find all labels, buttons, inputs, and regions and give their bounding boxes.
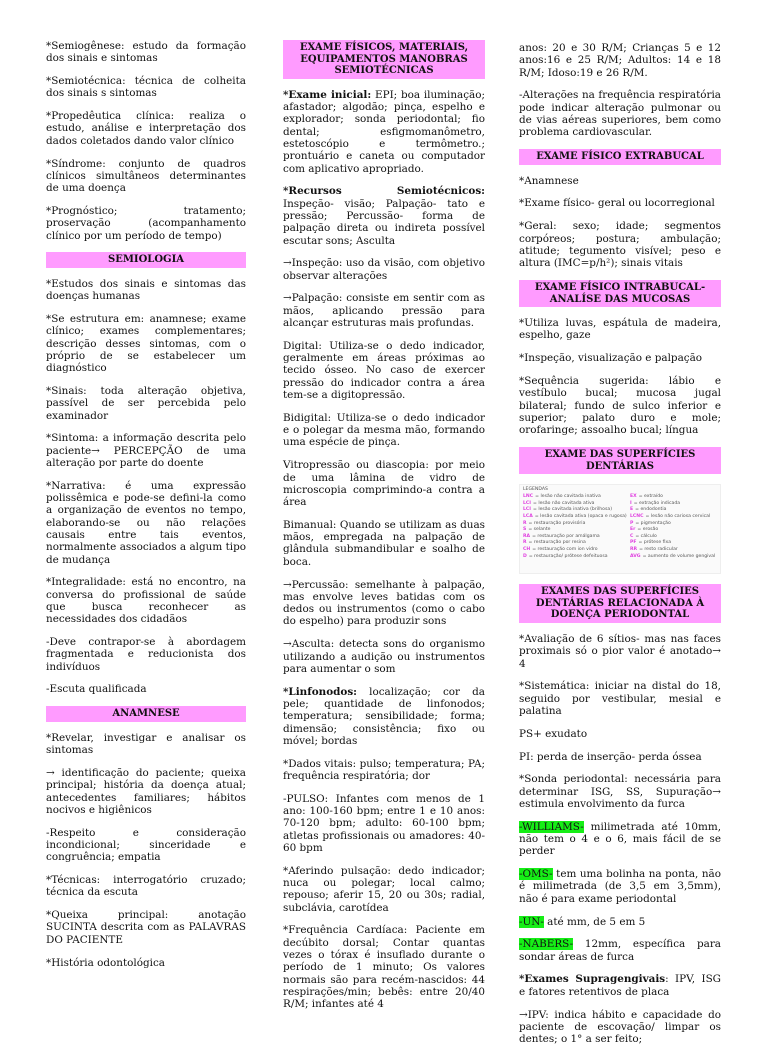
- paragraph: *Sequência sugerida: lábio e vestíbulo bucal; mucosa jugal bilateral; fundo de sulco inferior e superior; palato duro e mole; orofaringe; assoalho bucal; língua: [519, 375, 721, 437]
- legend-desc: = lesão cavitada inativa (brilhosa): [533, 507, 612, 513]
- probe-un: [519, 916, 721, 928]
- term-label: *Exame inicial:: [283, 88, 372, 101]
- paragraph: *Queixa principal: anotação SUCINTA descrita com as PALAVRAS DO PACIENTE: [46, 909, 246, 946]
- legend-desc: = lesão cavitada ativa (opaca e rugosa): [534, 513, 627, 519]
- probe-nabers: [519, 938, 721, 963]
- paragraph: -Respeito e consideração incondicional; sinceridade e congruência; empatia: [46, 826, 246, 864]
- paragraph: *Narrativa: é uma expressão polissêmica e pode-se defini-la como a organização de eventos no tempo, elaborando-se ou não relações causais entre tais eventos, normalmente associados a algum tipo de mudança: [46, 479, 246, 566]
- highlight-label: -UN-: [519, 915, 544, 928]
- legend-item: [630, 494, 720, 501]
- legend-code: LCI: [523, 500, 532, 506]
- paragraph: *Estudos dos sinais e sintomas das doenças humanas: [46, 277, 246, 303]
- legend-desc: = extração indicada: [633, 500, 681, 506]
- paragraph: *Revelar, investigar e analisar os sintomas: [46, 731, 246, 757]
- paragraph: [519, 973, 721, 998]
- paragraph: *Exame físico- geral ou locorregional: [519, 197, 715, 210]
- paragraph: *Utiliza luvas, espátula de madeira, espelho, gaze: [519, 317, 721, 342]
- paragraph: *Integralidade: está no encontro, na conversa do profissional de saúde que busca reconhecer as necessidades dos cidadãos: [46, 576, 246, 626]
- paragraph: *Inspeção, visualização e palpação: [519, 352, 703, 365]
- term-label: *Exames Supragengivais: [519, 973, 666, 986]
- paragraph: Vitropressão ou diascopia: por meio de uma lâmina de vidro de microscopia comprimindo-a contra a área: [283, 459, 485, 509]
- paragraph: *Frequência Cardíaca: Paciente em decúbito dorsal; Contar quantas vezes o tórax é insuflado durante o período de 1 minuto; Os valores normais são para recém-nascidos: 44 respirações/min; bebês: entre 20/40 R/M; infantes até 4: [283, 924, 485, 1011]
- probe-text: até mm, de 5 em 5: [543, 915, 646, 928]
- legend-code: D: [523, 553, 527, 559]
- legend-code: EX: [630, 494, 637, 500]
- legend-code: C: [630, 533, 634, 539]
- legend-code: RA: [523, 533, 531, 539]
- legend-desc: = cálculo: [635, 533, 657, 539]
- paragraph: *Avaliação de 6 sítios- mas nas faces proximais só o pior valor é anotado→ 4: [519, 632, 721, 670]
- paragraph: *Semiotécnica: técnica de colheita dos sinais s sintomas: [46, 75, 246, 100]
- paragraph: →Asculta: detecta sons do organismo utilizando a audição ou instrumentos para aumentar o som: [283, 638, 485, 675]
- paragraph: -Deve contrapor-se à abordagem fragmentada e reducionista dos indivíduos: [46, 636, 246, 673]
- legend-code: R: [523, 540, 527, 546]
- paragraph: PI: perda de inserção- perda óssea: [519, 750, 702, 763]
- probe-williams: [519, 821, 721, 858]
- paragraph: *Sinais: toda alteração objetiva, passível de ser percebida pelo examinador: [46, 385, 246, 422]
- paragraph: *Se estrutura em: anamnese; exame clínico; exames complementares; descrição desses sintomas, com o próprio de se estabelecer um diagnóstico: [46, 313, 246, 375]
- legend-code: R: [523, 520, 527, 526]
- paragraph: *Geral: sexo; idade; segmentos corpóreos; postura; ambulação; atitude; tegumento visível; peso e altura (IMC=p/h²); sinais vitais: [519, 220, 721, 270]
- legend-item: [630, 554, 720, 561]
- paragraph: →IPV: indica hábito e capacidade do paciente de escovação/ limpar os dentes; o 1° a ser feito;: [519, 1008, 721, 1046]
- paragraph: [283, 686, 485, 747]
- section-header-superficies: EXAME DAS SUPERFÍCIES DENTÁRIAS: [519, 447, 721, 474]
- paragraph: →Percussão: semelhante à palpação, mas envolve leves batidas com os dedos ou instrumentos (como o cabo do espelho) para produzir sons: [283, 578, 485, 628]
- paragraph: [283, 89, 485, 175]
- paragraph: *Propedêutica clínica: realiza o estudo, análise e interpretação dos dados coletados dando valor clínico: [46, 110, 246, 147]
- legend-desc: = restauração/ prótese defeituosa: [528, 553, 608, 559]
- legend-desc: = extraído: [638, 494, 663, 500]
- paragraph: → identificação do paciente; queixa principal; história da doença atual; antecedentes familiares; hábitos nocivos e higiênicos: [46, 766, 246, 816]
- probe-text: 12mm, específica para sondar áreas de furca: [519, 938, 721, 963]
- term-text: : IPV, ISG e fatores retentivos de placa: [519, 973, 721, 998]
- paragraph: PS+ exudato: [519, 727, 588, 740]
- paragraph: *Dados vitais: pulso; temperatura; PA; frequência respiratória; dor: [283, 757, 485, 782]
- probe-oms: [519, 868, 721, 905]
- legend-desc: = lesão não cavitada ativa: [533, 500, 595, 506]
- legend-code: S: [523, 527, 527, 533]
- legend-code: I: [630, 500, 632, 506]
- legend-desc: = pigmentação: [635, 520, 671, 526]
- term-label: *Linfonodos:: [283, 685, 358, 698]
- legend-code: Er: [630, 527, 636, 533]
- legend-desc: = lesão não cavitada inativa: [535, 494, 601, 500]
- column-2: [283, 40, 485, 1021]
- legend-item: [523, 494, 623, 501]
- paragraph: *Semiogênese: estudo da formação dos sinais e sintomas: [46, 40, 246, 65]
- legend-desc: = restauração provisória: [528, 520, 586, 526]
- paragraph: anos: 20 e 30 R/M; Crianças 5 e 12 anos:16 e 25 R/M; Adultos: 14 e 18 R/M; Idoso:19 e 26 R/M.: [519, 42, 721, 79]
- legend-item: [630, 540, 720, 547]
- legend-desc: = selante: [528, 527, 551, 533]
- highlight-label: -NABERS-: [519, 938, 574, 951]
- legend-item: [523, 554, 623, 561]
- paragraph: *Técnicas: interrogatório cruzado; técnica da escuta: [46, 874, 246, 899]
- term-text: EPI; boa iluminação; afastador; algodão; pinça, espelho e explorador; sonda periodontal; fio dental; esfigmomanômetro, estetoscópio e termômetro.; prontuário e caneta ou computador com aplicativo apropriado.: [283, 88, 485, 175]
- probe-text: milimetrada até 10mm, não tem o 4 e o 6, mais fácil de se perder: [519, 820, 721, 858]
- paragraph: *Aferindo pulsação: dedo indicador; nuca ou polegar; local calmo; repouso; aferir 15, 20 ou 30s; radial, subclávia, carotídea: [283, 864, 485, 914]
- probe-text: tem uma bolinha na ponta, não é milimetrada (de 3,5 em 3,5mm), não é para exame periodontal: [519, 868, 721, 905]
- term-label: *Recursos Semiotécnicos:: [283, 185, 485, 198]
- paragraph: Bimanual: Quando se utilizam as duas mãos, empregada na palpação de glândula submandibular e soalho de boca.: [283, 518, 485, 568]
- legend-code: RR: [630, 546, 638, 552]
- paragraph: Digital: Utiliza-se o dedo indicador, geralmente em áreas próximas ao tecido ósseo. No caso de exercer pressão do indicador contra a área tem-se a digitopressão.: [283, 339, 485, 402]
- section-header-semiologia: SEMIOLOGIA: [46, 252, 246, 268]
- paragraph: *Anamnese: [519, 174, 579, 187]
- column-3: [519, 42, 721, 1056]
- section-header-extrabucal: EXAME FÍSICO EXTRABUCAL: [519, 149, 721, 165]
- legend-desc: = aumento de volume gengival: [642, 553, 716, 559]
- legend-item: [630, 507, 720, 514]
- legend-item: [630, 547, 720, 554]
- paragraph: Bidigital: Utiliza-se o dedo indicador e o polegar da mesma mão, formando uma espécie de pinça.: [283, 411, 485, 449]
- highlight-label: -OMS-: [519, 868, 553, 881]
- section-header-intrabucal: EXAME FÍSICO INTRABUCAL- ANALÍSE DAS MUCOSAS: [519, 280, 721, 307]
- paragraph: *Sintoma: a informação descrita pelo paciente→ PERCEPÇÃO de uma alteração por parte do doente: [46, 432, 246, 470]
- legend-code: AVG: [630, 553, 641, 559]
- paragraph: →Palpação: consiste em sentir com as mãos, aplicando pressão para alcançar estruturas mais profundas.: [283, 292, 485, 330]
- column-1: [46, 40, 246, 979]
- term-text: Inspeção- visão; Palpação- tato e pressão; Percussão- forma de palpação direta ou indireta possível escutar sons; Asculta: [283, 197, 485, 247]
- paragraph: *Sonda periodontal: necessária para determinar ISG, SS, Supuração→ estimula envolvimento da furca: [519, 773, 721, 810]
- legend-desc: = prótese fixa: [638, 540, 672, 546]
- paragraph: -Escuta qualificada: [46, 683, 147, 696]
- paragraph: *Sistemática: iniciar na distal do 18, seguido por vestibular, mesial e palatina: [519, 680, 721, 717]
- legend-code: LNC: [523, 494, 534, 500]
- paragraph: →Inspeção: uso da visão, com objetivo observar alterações: [283, 257, 485, 282]
- paragraph: -PULSO: Infantes com menos de 1 ano: 100-160 bpm; entre 1 e 10 anos: 70-120 bpm; adulto: 60-100 bpm; atletas profissionais ou amadores: 40-60 bpm: [283, 792, 485, 854]
- legend-item: [523, 547, 623, 554]
- legend-item: [523, 507, 623, 514]
- legend-image: [519, 484, 721, 574]
- legend-item: [523, 527, 623, 534]
- legend-code: E: [630, 507, 634, 513]
- legend-code: CH: [523, 546, 531, 552]
- legend-desc: = lesão não cariosa cervical: [645, 513, 711, 519]
- legend-item: [630, 527, 720, 534]
- legend-code: PF: [630, 540, 637, 546]
- legend-code: LCI: [523, 507, 532, 513]
- legend-code: LCA: [523, 513, 533, 519]
- legend-title: LEGENDAS: [523, 487, 548, 493]
- paragraph: *Síndrome: conjunto de quadros clínicos simultâneos determinantes de uma doença: [46, 157, 246, 195]
- legend-desc: = restauração com ion vidro: [532, 546, 598, 552]
- paragraph: [283, 185, 485, 246]
- legend-left-list: [523, 494, 627, 560]
- legend-code: LCNC: [630, 513, 644, 519]
- section-header-anamnese: ANAMNESE: [46, 706, 246, 722]
- term-text: localização; cor da pele; quantidade de linfonodos; temperatura; sensibilidade; forma; dimensão; consistência; fixo ou móvel; bordas: [283, 685, 485, 747]
- paragraph: *Prognóstico; tratamento; proservação (acompanhamento clínico por um período de tempo): [46, 204, 246, 242]
- legend-code: P: [630, 520, 634, 526]
- legend-item: [523, 540, 623, 547]
- section-header-exame-fisicos: EXAME FÍSICOS, MATERIAIS, EQUIPAMENTOS MANOBRAS SEMIOTÉCNICAS: [283, 40, 485, 79]
- legend-item: [523, 513, 627, 521]
- legend-desc: = restauração por resina: [528, 540, 586, 546]
- legend-desc: = endodontia: [635, 507, 667, 513]
- paragraph: -Alterações na frequência respiratória pode indicar alteração pulmonar ou de vias aéreas superiores, bem como problema cardiovascular.: [519, 89, 721, 139]
- legend-right-list: [630, 494, 720, 560]
- highlight-label: -WILLIAMS-: [519, 820, 584, 833]
- legend-desc: = erosão: [637, 527, 659, 533]
- paragraph: *História odontológica: [46, 956, 165, 969]
- section-header-periodontal: EXAMES DAS SUPERFÍCIES DENTÁRIAS RELACIONADA À DOENÇA PERIODONTAL: [519, 584, 721, 623]
- legend-desc: = resto radicular: [639, 546, 678, 552]
- legend-desc: = restauração por amálgama: [532, 533, 600, 539]
- legend-item: [630, 514, 720, 521]
